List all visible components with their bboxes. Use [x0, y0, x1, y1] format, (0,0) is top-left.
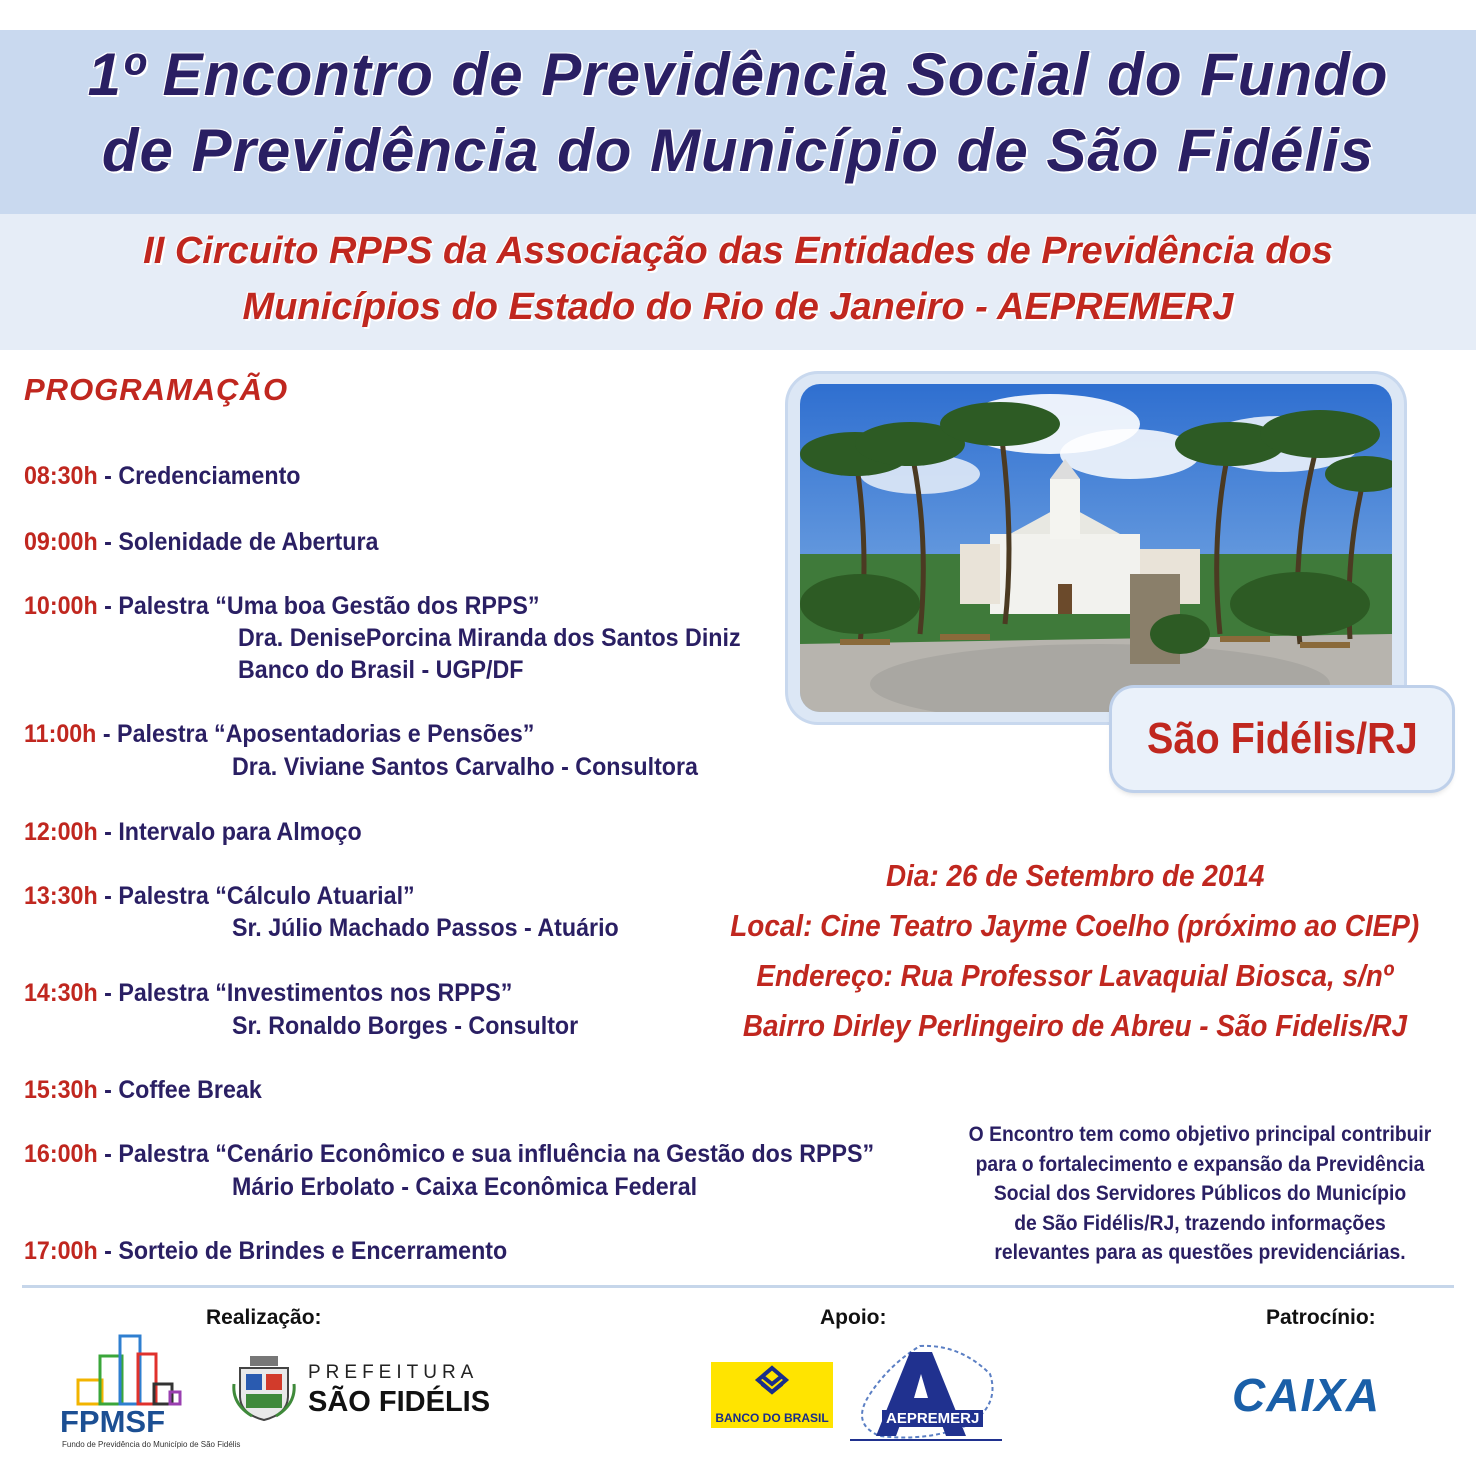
- event-date-text: Dia: 26 de Setembro de 2014: [885, 858, 1265, 893]
- municipal-crest-icon: [232, 1354, 296, 1427]
- fpmsf-name: FPMSF: [60, 1404, 166, 1439]
- event-venue: [680, 908, 1470, 944]
- schedule-item: [24, 1140, 874, 1169]
- event-district: [680, 1008, 1470, 1044]
- schedule-time: 13:30h: [24, 882, 98, 910]
- aepremerj-logo-icon: [850, 1344, 1002, 1449]
- schedule-time: 08:30h: [24, 462, 98, 490]
- event-venue-text: Local: Cine Teatro Jayme Coelho (próximo ao CIEP): [730, 908, 1420, 943]
- schedule-time: 15:30h: [24, 1076, 98, 1104]
- speaker-name: Dra. DenisePorcina Miranda dos Santos Diniz: [238, 624, 741, 652]
- objective-line: relevantes para as questões previdenciárias.: [994, 1241, 1406, 1264]
- schedule-item: [24, 818, 362, 847]
- fpmsf-fullname: Fundo de Previdência do Município de São Fidélis: [62, 1440, 241, 1449]
- schedule-title: - Sorteio de Brindes e Encerramento: [97, 1237, 508, 1265]
- schedule-title: - Palestra “Investimentos nos RPPS”: [97, 979, 513, 1007]
- city-badge-label: São Fidélis/RJ: [1146, 714, 1418, 763]
- schedule-item: [24, 979, 512, 1008]
- objective-paragraph: [930, 1120, 1470, 1268]
- schedule-title: - Credenciamento: [97, 462, 301, 490]
- schedule-item: [24, 882, 415, 911]
- schedule-item: [24, 1237, 507, 1266]
- schedule-title: - Palestra “Uma boa Gestão dos RPPS”: [97, 592, 540, 620]
- schedule-title: - Intervalo para Almoço: [97, 818, 362, 846]
- objective-line: O Encontro tem como objetivo principal contribuir: [968, 1123, 1432, 1146]
- speaker-name: Dra. Viviane Santos Carvalho - Consultora: [232, 753, 698, 781]
- schedule-item: [24, 528, 378, 557]
- schedule-time: 09:00h: [24, 528, 98, 556]
- town-square-photo: [800, 384, 1392, 712]
- caixa-logo: CAIXA: [1232, 1369, 1381, 1421]
- fpmsf-logo-icon: [70, 1334, 190, 1411]
- objective-line: de São Fidélis/RJ, trazendo informações: [1014, 1211, 1386, 1235]
- speaker-affiliation: Banco do Brasil - UGP/DF: [238, 656, 524, 684]
- schedule-title: - Solenidade de Abertura: [97, 528, 379, 556]
- schedule-item: [24, 720, 534, 749]
- event-title-line-1: 1º Encontro de Previdência Social do Fundo: [87, 41, 1389, 108]
- apoio-label: Apoio:: [820, 1306, 887, 1329]
- objective-line: para o fortalecimento e expansão da Previdência: [975, 1152, 1425, 1176]
- objective-line: Social dos Servidores Públicos do Município: [993, 1182, 1407, 1205]
- event-subtitle-line-1: II Circuito RPPS da Associação das Entidades de Previdência dos: [143, 230, 1333, 272]
- schedule-title: - Palestra “Cenário Econômico e sua influência na Gestão dos RPPS”: [97, 1140, 875, 1168]
- schedule-time: 16:00h: [24, 1140, 98, 1168]
- schedule-time: 11:00h: [24, 720, 97, 748]
- schedule-item: [24, 1076, 262, 1105]
- banco-do-brasil-logo: [711, 1362, 833, 1428]
- event-date: [680, 858, 1470, 894]
- footer-divider: [22, 1285, 1454, 1288]
- schedule-item: [24, 462, 301, 491]
- banco-do-brasil-icon: [711, 1362, 833, 1410]
- schedule-title: - Palestra “Cálculo Atuarial”: [97, 882, 415, 910]
- schedule-title: - Palestra “Aposentadorias e Pensões”: [96, 720, 535, 748]
- speaker-name: Sr. Ronaldo Borges - Consultor: [232, 1012, 579, 1040]
- city-badge: [1112, 688, 1452, 790]
- patrocinio-label: Patrocínio:: [1266, 1306, 1376, 1329]
- banco-do-brasil-name: BANCO DO BRASIL: [715, 1411, 829, 1425]
- prefeitura-label: PREFEITURA: [308, 1362, 479, 1383]
- schedule-time: 14:30h: [24, 979, 98, 1007]
- schedule-item: [24, 592, 540, 621]
- speaker-name: Mário Erbolato - Caixa Econômica Federal: [232, 1173, 698, 1201]
- event-address-text: Endereço: Rua Professor Lavaquial Biosca, s/nº: [756, 958, 1394, 993]
- schedule-time: 10:00h: [24, 592, 98, 620]
- aepremerj-name: AEPREMERJ: [882, 1410, 983, 1427]
- realizacao-label: Realização:: [206, 1306, 322, 1329]
- prefeitura-city: SÃO FIDÉLIS: [308, 1386, 491, 1418]
- event-subtitle-line-2: Municípios do Estado do Rio de Janeiro - AEPREMERJ: [242, 286, 1234, 328]
- program-heading: PROGRAMAÇÃO: [24, 372, 289, 407]
- event-address: [680, 958, 1470, 994]
- schedule-title: - Coffee Break: [97, 1076, 262, 1104]
- event-district-text: Bairro Dirley Perlingeiro de Abreu - São Fidelis/RJ: [742, 1008, 1408, 1043]
- event-title-line-2: de Previdência do Município de São Fidélis: [101, 117, 1375, 184]
- schedule-time: 17:00h: [24, 1237, 98, 1265]
- speaker-name: Sr. Júlio Machado Passos - Atuário: [232, 914, 619, 942]
- schedule-time: 12:00h: [24, 818, 98, 846]
